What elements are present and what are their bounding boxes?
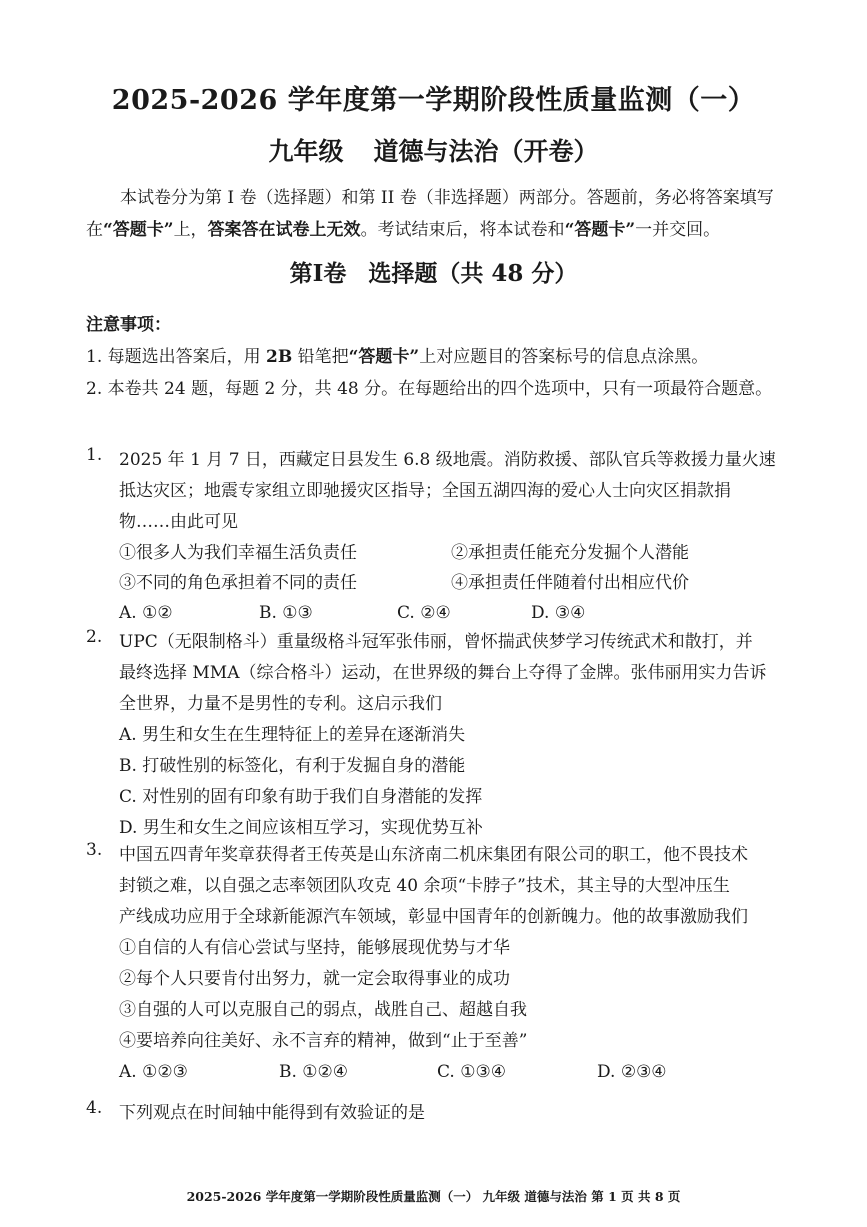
question-stem-line: 2025 年 1 月 7 日，西藏定日县发生 6.8 级地震。消防救援、部队官兵等救援力量火速 (119, 450, 776, 470)
notice-bold: 2B (266, 347, 293, 367)
intro-text: 本试卷分为第 I 卷（选择题）和第 II 卷（非选择题）两部分。答题前，务必将答案填写在 (86, 188, 774, 240)
statement-2: ②承担责任能充分发掘个人潜能 (451, 543, 689, 563)
intro-bold: “答题卡” (564, 220, 636, 240)
choice-a: A. 男生和女生在生理特征上的差异在逐渐消失 (119, 725, 466, 745)
choice-d: D. ③④ (531, 603, 586, 623)
question-stem-line: 封锁之难，以自强之志率领团队攻克 40 余项“卡脖子”技术，其主导的大型冲压生 (119, 876, 730, 896)
question-stem-line: 下列观点在时间轴中能得到有效验证的是 (119, 1103, 425, 1123)
statement-3: ③自强的人可以克服自己的弱点，战胜自己、超越自我 (119, 1000, 527, 1020)
choice-a: A. ①②③ (119, 1062, 188, 1082)
choice-row (119, 598, 809, 628)
statement-3: ③不同的角色承担着不同的责任 (119, 573, 357, 593)
question-number: 4. (86, 1098, 103, 1118)
grade-label: 九年级 (268, 137, 344, 166)
choice-b: B. ①③ (259, 603, 313, 623)
choice-b: B. ①②④ (279, 1062, 349, 1082)
choice-a: A. ①② (119, 603, 173, 623)
question-number: 2. (86, 627, 103, 647)
exam-title: 2025-2026 学年度第一学期阶段性质量监测（一） (111, 85, 756, 116)
question-number: 3. (86, 840, 103, 860)
section-heading (0, 255, 867, 288)
notice-item-1 (86, 342, 816, 367)
question-stem-line: 全世界，力量不是男性的专利。这启示我们 (119, 694, 442, 714)
intro-paragraph (86, 182, 810, 246)
question-stem-line: 最终选择 MMA（综合格斗）运动，在世界级的舞台上夺得了金牌。张伟丽用实力告诉 (119, 663, 767, 683)
question-number: 1. (86, 445, 103, 465)
notice-text: 铅笔把 (292, 347, 349, 367)
question-body (119, 445, 809, 628)
notice-text: 1. 每题选出答案后，用 (86, 347, 267, 367)
choice-c: C. ①③④ (437, 1062, 506, 1082)
statement-4: ④要培养向往美好、永不言弃的精神，做到“止于至善” (119, 1031, 528, 1051)
intro-text: 一并交回。 (635, 220, 721, 240)
statement-1: ①自信的人有信心尝试与坚持，能够展现优势与才华 (119, 938, 510, 958)
choice-row (119, 1057, 809, 1087)
statement-row (119, 538, 809, 568)
statement-1: ①很多人为我们幸福生活负责任 (119, 543, 357, 563)
choice-c: C. 对性别的固有印象有助于我们自身潜能的发挥 (119, 787, 483, 807)
notice-text: 上对应题目的答案标号的信息点涂黑。 (419, 347, 709, 367)
notice-item-2: 2. 本卷共 24 题，每题 2 分，共 48 分。在每题给出的四个选项中，只有一项最符合题意。 (86, 379, 773, 399)
intro-bold: “答题卡” (103, 220, 174, 240)
notice-heading: 注意事项： (86, 315, 171, 335)
question-body (119, 1098, 809, 1129)
question-stem-line: 产线成功应用于全球新能源汽车领域，彰显中国青年的创新魄力。他的故事激励我们 (119, 907, 748, 927)
choice-d: D. 男生和女生之间应该相互学习，实现优势互补 (119, 818, 483, 838)
statement-row (119, 568, 809, 598)
question-stem-line: 中国五四青年奖章获得者王传英是山东济南二机床集团有限公司的职工，他不畏技术 (119, 845, 748, 865)
intro-bold: 答案答在试卷上无效 (207, 220, 361, 240)
page-footer: 2025-2026 学年度第一学期阶段性质量监测（一） 九年级 道德与法治 第 1 页 共 8 页 (186, 1189, 681, 1204)
intro-text: 上， (173, 220, 208, 240)
exam-subtitle (0, 132, 867, 168)
choice-d: D. ②③④ (597, 1062, 667, 1082)
notice-bold: “答题卡” (348, 347, 420, 367)
choice-b: B. 打破性别的标签化，有利于发掘自身的潜能 (119, 756, 466, 776)
statement-4: ④承担责任伴随着付出相应代价 (451, 573, 689, 593)
choice-c: C. ②④ (397, 603, 451, 623)
statement-2: ②每个人只要肯付出努力，就一定会取得事业的成功 (119, 969, 510, 989)
section-name: 第Ⅰ卷 (289, 260, 347, 287)
subject-label: 道德与法治（开卷） (373, 137, 599, 166)
intro-text: 。考试结束后，将本试卷和 (360, 220, 565, 240)
section-title: 选择题（共 48 分） (368, 260, 578, 287)
question-stem-line: UPC（无限制格斗）重量级格斗冠军张伟丽，曾怀揣武侠梦学习传统武术和散打，并 (119, 632, 753, 652)
question-body (119, 840, 809, 1087)
question-body (119, 627, 809, 844)
question-stem-line: 抵达灾区；地震专家组立即驰援灾区指导；全国五湖四海的爱心人士向灾区捐款捐 (119, 481, 731, 501)
question-stem-line: 物……由此可见 (119, 512, 238, 532)
